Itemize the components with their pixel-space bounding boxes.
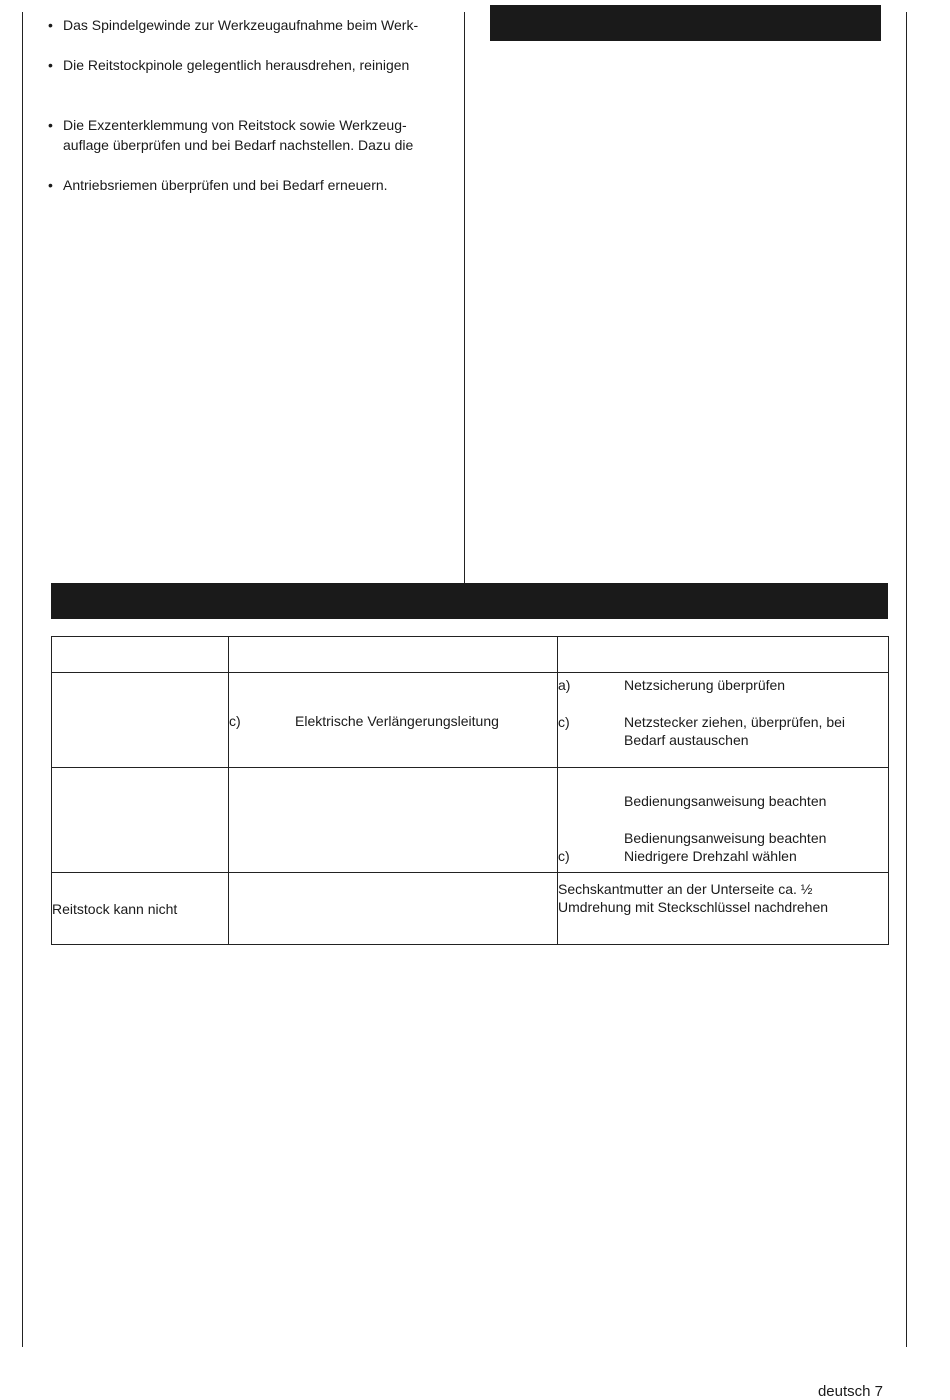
table-cell-cause: [229, 673, 558, 768]
remedy-line: [558, 792, 888, 810]
column-divider: [464, 12, 465, 584]
table-row: [52, 768, 889, 873]
spacer: [558, 873, 888, 880]
item-text: Bedienungsanweisung beachten: [624, 830, 827, 846]
table-cell-cause: [229, 768, 558, 873]
bullet-text: Das Spindelgewinde zur Werkzeugaufnahme beim Werk-: [63, 17, 419, 33]
table-row: [52, 673, 889, 768]
bullet-dot: •: [48, 17, 53, 33]
spacer: [229, 673, 557, 712]
bullet-text-continuation: auflage überprüfen und bei Bedarf nachstellen. Dazu die: [63, 137, 414, 153]
item-label: c): [558, 848, 570, 864]
item-label: a): [558, 677, 571, 693]
bullet-item: [48, 115, 440, 155]
table-cell-remedy: [558, 873, 889, 945]
section-heading-bar: [51, 583, 888, 619]
header-cell: [229, 637, 558, 673]
table-header-row: [52, 637, 889, 673]
right-column-heading-bar: [490, 5, 881, 41]
bullet-dot: •: [48, 117, 53, 133]
bullet-item: [48, 15, 440, 35]
item-text: Niedrigere Drehzahl wählen: [624, 848, 797, 864]
remedy-line: [558, 713, 888, 731]
problem-line: Reitstock kann nicht: [52, 900, 178, 917]
left-margin-rule: [22, 12, 23, 1347]
item-text: Netzsicherung überprüfen: [624, 677, 786, 693]
item-text: Bedarf austauschen: [624, 732, 749, 748]
table-cell-remedy: [558, 768, 889, 873]
table-row: [52, 873, 889, 945]
bullet-text: Die Exzenterklemmung von Reitstock sowie Werkzeug-: [63, 117, 407, 133]
spacer: [558, 810, 888, 829]
table-cell-remedy: [558, 673, 889, 768]
item-text: Netzstecker ziehen, überprüfen, bei: [624, 714, 846, 730]
bullet-dot: •: [48, 177, 53, 193]
cause-line: [229, 712, 557, 730]
right-margin-rule: [906, 12, 907, 1347]
bullet-text: Die Reitstockpinole gelegentlich herausdrehen, reinigen: [63, 57, 410, 73]
spacer: [558, 694, 888, 713]
bullet-dot: •: [48, 57, 53, 73]
item-label: c): [558, 714, 570, 730]
item-text: Elektrische Verlängerungsleitung: [295, 713, 499, 729]
spacer: [558, 768, 888, 792]
bullet-item: [48, 55, 440, 75]
table-cell-problem: [52, 873, 229, 945]
bullet-item: [48, 175, 440, 195]
remedy-line: [558, 829, 888, 847]
table-cell-problem: [52, 673, 229, 768]
table-cell-problem: [52, 768, 229, 873]
remedy-line: [558, 847, 888, 865]
remedy-line: Sechskantmutter an der Unterseite ca. ½: [558, 881, 813, 897]
header-cell: [558, 637, 889, 673]
bullet-text: Antriebsriemen überprüfen und bei Bedarf erneuern.: [63, 177, 388, 193]
troubleshooting-table: [51, 636, 889, 945]
item-text: Bedienungsanweisung beachten: [624, 793, 827, 809]
header-cell: [52, 637, 229, 673]
table-cell-cause: [229, 873, 558, 945]
remedy-line: Umdrehung mit Steckschlüssel nachdrehen: [558, 899, 829, 915]
page-number: deutsch 7: [817, 1383, 883, 1400]
remedy-line: [558, 676, 888, 694]
remedy-line: [558, 731, 888, 749]
item-label: c): [229, 713, 241, 729]
